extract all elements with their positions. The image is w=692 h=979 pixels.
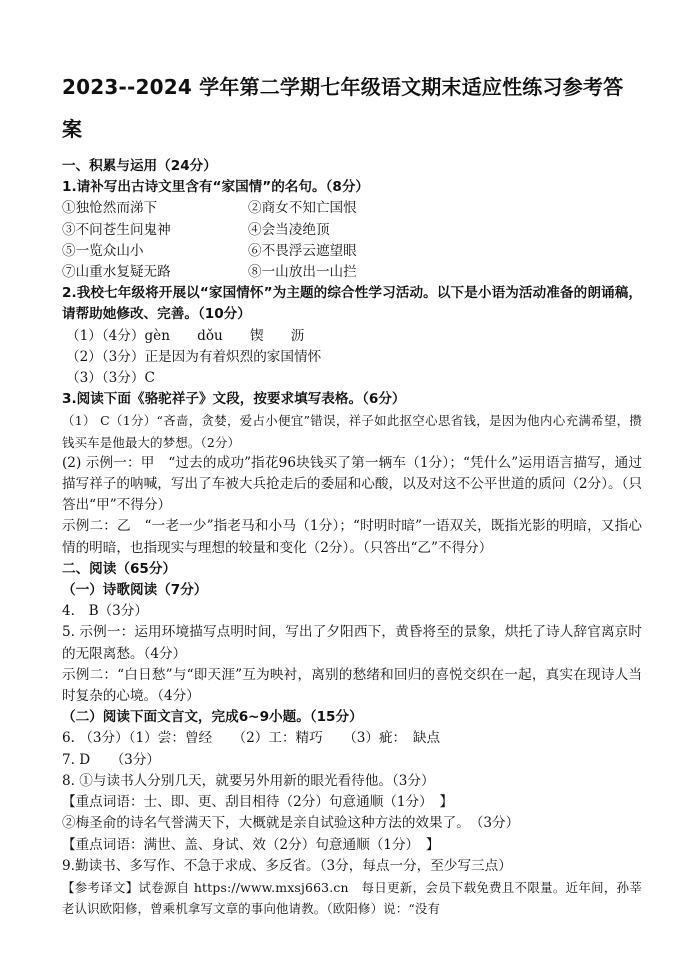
answer-item: ⑤一览众山小	[62, 242, 144, 259]
answer-text: 9.勤读书、多写作、不急于求成、多反省。（3分，每点一分，至少写三点）	[62, 857, 512, 874]
answer-text: (2) 示例一：甲 “过去的成功”指花96块钱买了第一辆车（1分）；“凭什么”运用语言描写，通过描写祥子的呐喊，写出了车被大兵抢走后的委屈和心酸，以及对这不公平世道的质问（2分）。（只答出“甲”不得分）	[62, 454, 642, 514]
question-heading: 2.我校七年级将开展以“家国情怀”为主题的综合性学习活动。以下是小语为活动准备的朗诵稿，请帮助她修改、完善。（10分）	[62, 285, 642, 323]
answer-text: ②梅圣俞的诗名气誉满天下，大概就是亲自试验这种方法的效果了。 （3分）	[62, 815, 520, 832]
poem-answers-grid	[62, 198, 642, 283]
answer-text: 5. 示例一：运用环境描写点明时间，写出了夕阳西下，黄昏将至的景象，烘托了诗人辞官离京时的无限离愁。（4分）	[62, 624, 642, 662]
answer-text: （1） C（1分）“吝啬，贪婪，爱占小便宜”错误，祥子如此抠空心思省钱，是因为他内心充满希望，攒钱买车是他最大的梦想。（2分）	[62, 413, 642, 450]
answer-text: 8. ①与读书人分别几天，就要另外用新的眼光看待他。（3分）	[62, 772, 435, 789]
answer-text: （1）（4分）gèn dǒu 锲 沥	[66, 327, 305, 344]
answer-text: 7. D （3分）	[62, 751, 161, 768]
answer-text: 4. B（3分）	[62, 603, 148, 620]
answer-item: ②商女不知亡国恨	[248, 200, 357, 217]
answer-note: 【重点词语：士、即、更、刮目相待（2分）句意通顺（1分） 】	[62, 794, 454, 811]
subsection-heading: （一）诗歌阅读（7分）	[62, 582, 208, 599]
answer-text: 6. （3分）（1）尝：曾经 （2）工：精巧 （3）疵： 缺点	[62, 730, 441, 747]
answer-text: 示例二：乙 “一老一少”指老马和小马（1分）；“时明时暗”一语双关，既指光影的明暗，又指心情的明暗，也指现实与理想的较量和变化（2分）。（只答出“乙”不得分）	[62, 518, 642, 556]
section-heading: 一、积累与运用（24分）	[62, 158, 217, 174]
answer-text: 示例二：“白日愁”与“即天涯”互为映衬，离别的愁绪和回归的喜悦交织在一起，真实在现诗人当时复杂的心境。（4分）	[62, 666, 642, 705]
answer-text: （3）（3分）C	[66, 370, 155, 387]
answer-note: 【重点词语：满世、盖、身试、效（2分）句意通顺（1分） 】	[62, 836, 440, 853]
section-heading: 二、阅读（65分）	[62, 560, 177, 577]
answer-item: ⑧一山放出一山拦	[248, 264, 357, 281]
answer-item: ④会当凌绝顶	[248, 221, 330, 238]
answer-item: ③不问苍生问鬼神	[62, 221, 171, 238]
answer-item: ⑦山重水复疑无路	[62, 264, 171, 281]
subsection-heading: （二）阅读下面文言文，完成6~9小题。（15分）	[62, 709, 363, 726]
answer-item: ①独怆然而涕下	[62, 200, 158, 217]
page-title: 2023--2024 学年第二学期七年级语文期末适应性练习参考答案	[62, 75, 624, 141]
question-heading: 3.阅读下面《骆驼祥子》文段，按要求填写表格。（6分）	[62, 391, 406, 408]
answer-item: ⑥不畏浮云遮望眼	[248, 242, 357, 259]
document-body	[62, 156, 642, 919]
answer-text: （2）（3分）正是因为有着炽烈的家国情怀	[66, 348, 322, 365]
question-heading: 1.请补写出古诗文里含有“家国情”的名句。（8分）	[62, 179, 370, 196]
reference-translation: 【参考译文】试卷源自 https://www.mxsj663.cn 每日更新，会员下载免费且不限量。近年间，孙莘老认识欧阳修，曾乘机拿写文章的事向他请教。（欧阳修）说：“没有	[62, 879, 642, 917]
